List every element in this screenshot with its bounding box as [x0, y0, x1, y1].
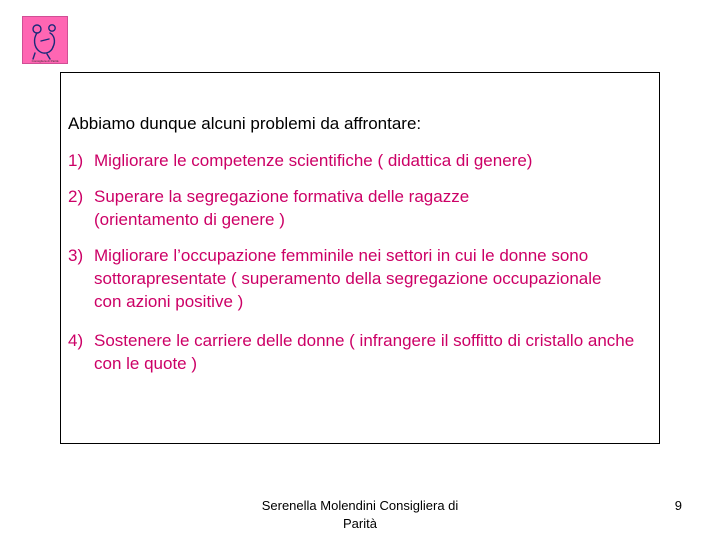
footer-author-line2: Parità	[343, 516, 377, 531]
page-number: 9	[674, 498, 682, 513]
list-item	[68, 329, 640, 375]
list-item-number: 3)	[68, 246, 84, 265]
list-item-text: Sostenere le carriere delle donne ( infrangere il soffitto di cristallo anche con le quote )	[94, 331, 635, 373]
slide-intro-heading: Abbiamo dunque alcuni problemi da affrontare:	[68, 114, 422, 133]
list-item-text: Migliorare le competenze scientifiche ( didattica di genere)	[94, 151, 533, 170]
list-item	[68, 149, 654, 172]
consigliera-logo-icon	[22, 16, 68, 64]
list-item	[68, 244, 614, 313]
list-item-number: 2)	[68, 187, 84, 206]
list-item-text: Superare la segregazione formativa delle ragazze (orientamento di genere )	[94, 187, 470, 229]
logo-caption: Consigliera di Parità	[31, 59, 59, 63]
footer-author	[240, 497, 480, 533]
logo-figure-icon	[23, 17, 67, 63]
list-item-number: 1)	[68, 151, 84, 170]
footer-author-line1: Serenella Molendini Consigliera di	[261, 498, 459, 513]
list-item	[68, 185, 574, 231]
list-item-text: Migliorare l’occupazione femminile nei settori in cui le donne sono sottorapresentate ( superamento della segregazione occupazionale con azioni positive )	[94, 246, 602, 311]
list-item-number: 4)	[68, 331, 84, 350]
